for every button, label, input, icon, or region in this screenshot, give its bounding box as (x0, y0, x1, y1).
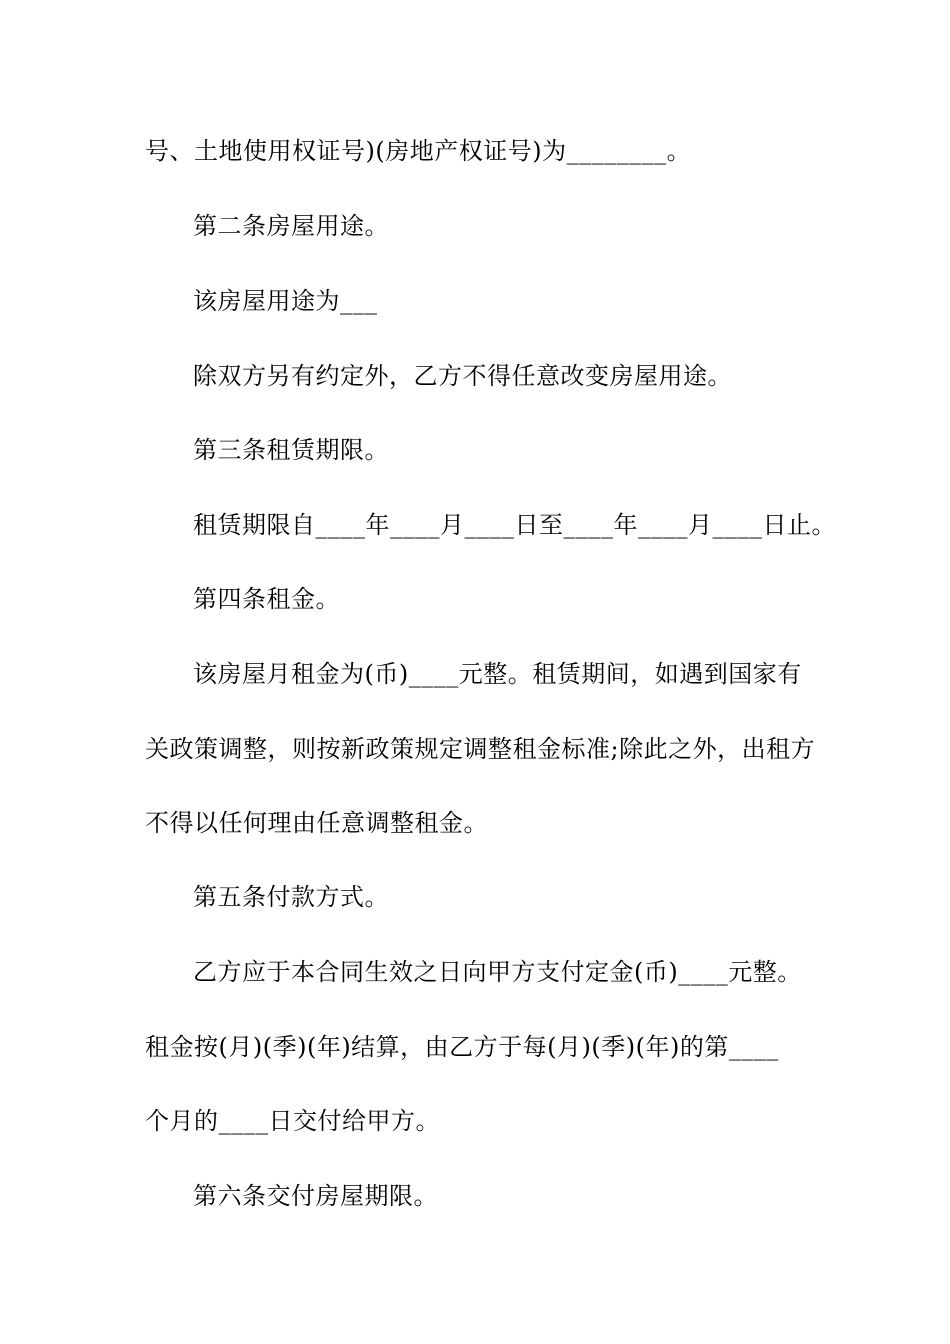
paragraph-line: 关政策调整，则按新政策规定调整租金标准;除此之外，出租方 (145, 735, 816, 763)
paragraph-line: 个月的____日交付给甲方。 (145, 1107, 440, 1135)
paragraph-line: 不得以任何理由任意调整租金。 (145, 809, 488, 837)
section-heading-5: 第五条付款方式。 (193, 883, 389, 911)
section-heading-2: 第二条房屋用途。 (193, 212, 389, 240)
section-heading-3: 第三条租赁期限。 (193, 436, 389, 464)
section-heading-4: 第四条租金。 (193, 585, 340, 613)
paragraph-line: 该房屋月租金为(币)____元整。租赁期间，如遇到国家有 (193, 660, 802, 688)
paragraph-line: 租赁期限自____年____月____日至____年____月____日止。 (193, 511, 836, 539)
paragraph-line: 租金按(月)(季)(年)结算，由乙方于每(月)(季)(年)的第____ (145, 1033, 779, 1061)
section-heading-6: 第六条交付房屋期限。 (193, 1182, 438, 1210)
paragraph-line: 乙方应于本合同生效之日向甲方支付定金(币)____元整。 (193, 958, 802, 986)
paragraph-line: 号、土地使用权证号)(房地产权证号)为________。 (145, 137, 692, 165)
paragraph-line: 除双方另有约定外，乙方不得任意改变房屋用途。 (193, 362, 732, 390)
paragraph-line: 该房屋用途为___ (193, 287, 378, 315)
